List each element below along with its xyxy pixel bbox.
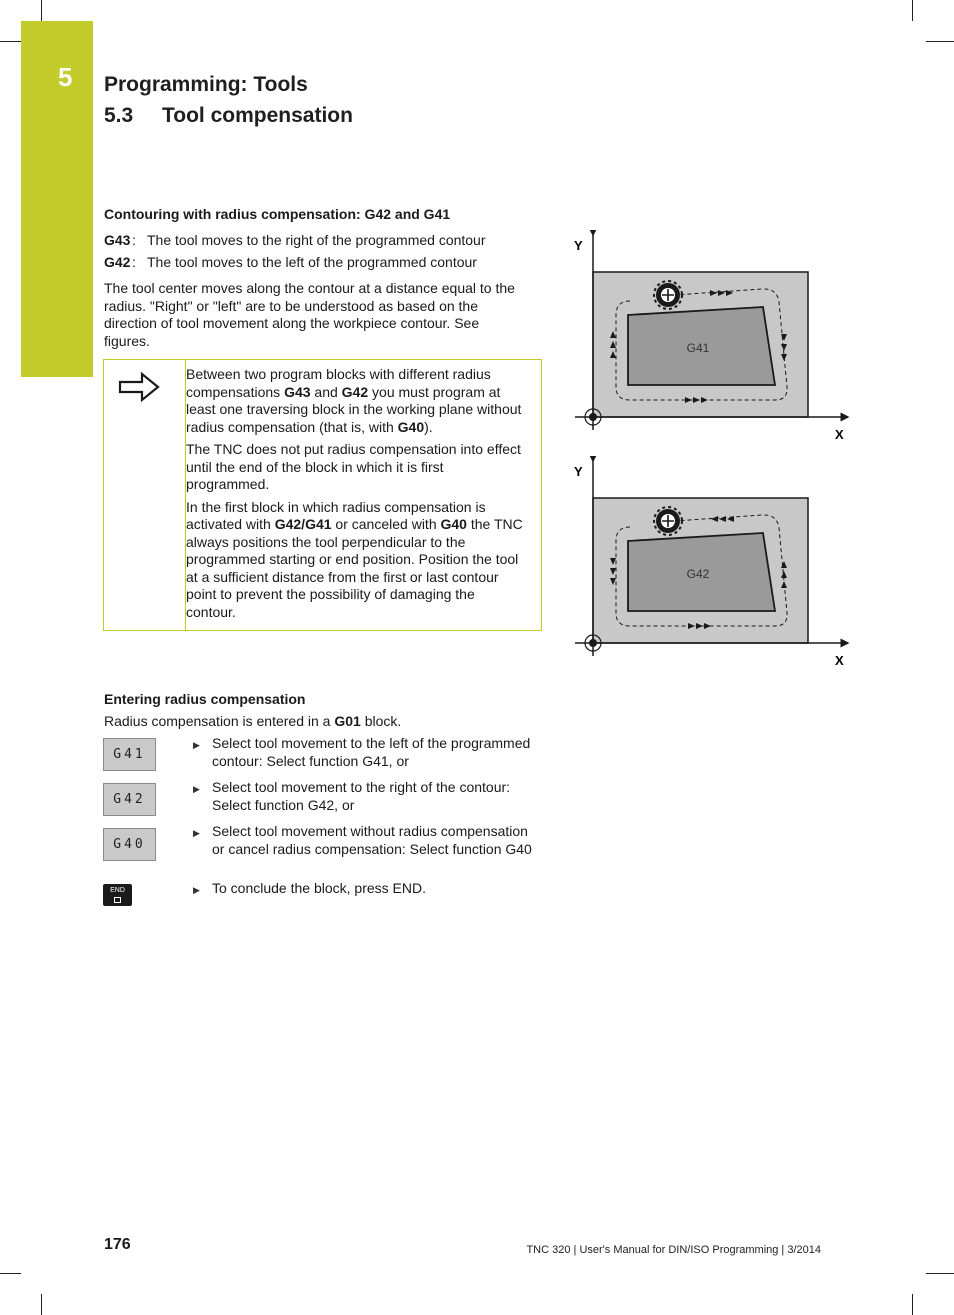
note-text-run: Between two program blocks with different radius compensations (186, 366, 491, 400)
definition-colon: : (132, 254, 136, 270)
g40-key[interactable]: G40 (103, 828, 156, 861)
crop-mark (926, 41, 954, 42)
figure-label: G42 (686, 567, 710, 581)
note-keyword: G40 (440, 516, 467, 532)
entering-heading: Entering radius compensation (104, 691, 306, 707)
bullet-arrow-icon: ▶ (193, 885, 200, 895)
note-arrow-icon (118, 370, 162, 404)
chapter-title: Programming: Tools (104, 73, 308, 96)
contouring-heading: Contouring with radius compensation: G42 and G41 (104, 206, 451, 222)
figure-g42 (570, 456, 860, 671)
end-key-square-icon (114, 897, 121, 903)
step-text: Select tool movement to the left of the programmed contour: Select function G41, or (212, 735, 531, 769)
entering-intro (104, 713, 401, 731)
crop-mark (0, 41, 21, 42)
figure-g41 (570, 230, 860, 445)
note-keyword: G40 (397, 418, 425, 435)
bullet-arrow-icon: ▶ (193, 828, 200, 838)
bullet-arrow-icon: ▶ (193, 784, 200, 794)
g42-key[interactable]: G42 (103, 783, 156, 816)
intro-keyword: G01 (334, 713, 361, 729)
end-key[interactable] (103, 884, 132, 906)
crop-mark (0, 1273, 21, 1274)
note-keyword: G43 (284, 383, 311, 400)
definition-text: The tool moves to the right of the programmed contour (147, 232, 486, 248)
definition-term: G42 (104, 254, 131, 270)
end-key-label: END (110, 887, 125, 894)
chapter-tab (21, 21, 93, 377)
crop-mark (41, 0, 42, 21)
section-number: 5.3 (104, 104, 134, 127)
step-text: Select tool movement to the right of the contour: Select function G42, or (212, 779, 511, 813)
y-axis-label: Y (574, 464, 583, 479)
note-text-run: the TNC always positions the tool perpendicular to the programmed starting or end position. Position the tool at a sufficient distance from the first or last contour point to prevent the possibility of damaging the contour. (186, 516, 523, 620)
note-paragraph: The TNC does not put radius compensation into effect until the end of the block in which it is first programmed. (186, 441, 521, 492)
section-name: Tool compensation (162, 104, 353, 127)
note-keyword: G42 (341, 383, 369, 400)
g41-key[interactable]: G41 (103, 738, 156, 771)
crop-mark (912, 1294, 913, 1315)
crop-mark (41, 1294, 42, 1315)
note-text-run: In the first block in which radius compensation is activated with (186, 498, 486, 532)
note-keyword: G42/G41 (274, 516, 332, 532)
step-text: Select tool movement without radius compensation or cancel radius compensation: Select function G40 (212, 823, 532, 857)
intro-text-run: Radius compensation is entered in a (104, 713, 335, 729)
note-paragraph (186, 366, 526, 436)
definition-colon: : (132, 232, 136, 248)
step-text: To conclude the block, press END. (212, 880, 426, 896)
figure-label: G41 (686, 341, 710, 355)
intro-text-run: block. (360, 713, 402, 729)
page-number: 176 (104, 1236, 131, 1253)
y-axis-label: Y (574, 238, 583, 253)
origin-dot (589, 639, 597, 647)
x-axis-label: X (835, 427, 844, 442)
definition-term: G43 (104, 232, 131, 248)
note-text-run: or canceled with (331, 516, 441, 532)
note-paragraph (186, 499, 526, 622)
note-text-run: and (310, 383, 342, 400)
x-axis-label: X (835, 653, 844, 668)
note-text-run: you must program at least one traversing block in the working plane without radius compensation (that is, with (186, 383, 522, 435)
origin-dot (589, 413, 597, 421)
contouring-paragraph: The tool center moves along the contour at a distance equal to the radius. "Right" or "left" are to be understood as based on the direction of tool movement along the workpiece contour. See figures. (104, 280, 515, 349)
chapter-number: 5 (58, 62, 73, 92)
bullet-arrow-icon: ▶ (193, 740, 200, 750)
crop-mark (926, 1273, 954, 1274)
section-title (104, 103, 353, 129)
note-text-run: ). (424, 418, 433, 435)
footer-text: TNC 320 | User's Manual for DIN/ISO Programming | 3/2014 (526, 1244, 821, 1256)
definition-text: The tool moves to the left of the programmed contour (147, 254, 477, 270)
note-text (186, 366, 526, 621)
crop-mark (912, 0, 913, 21)
